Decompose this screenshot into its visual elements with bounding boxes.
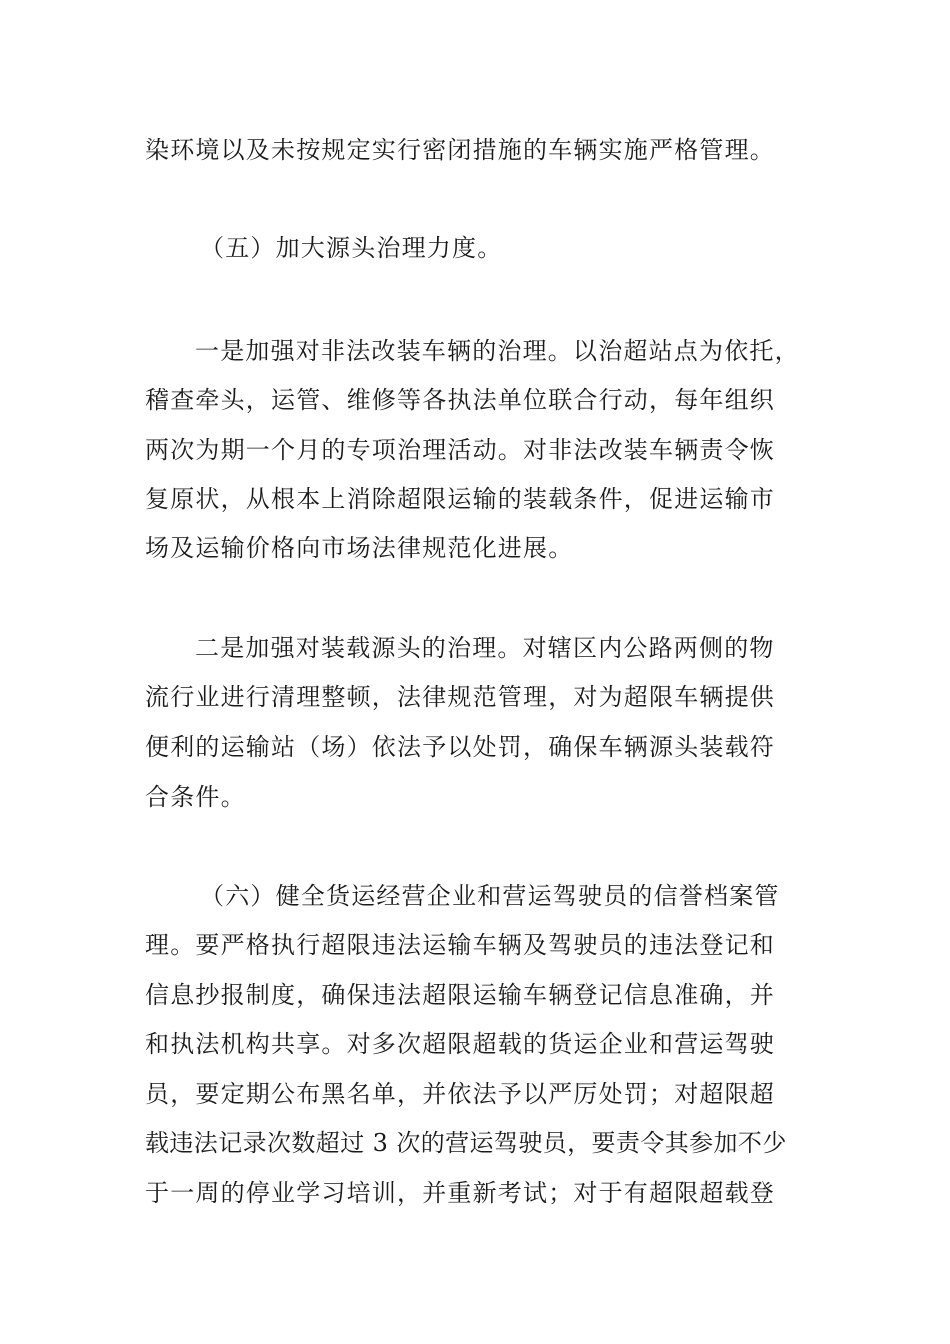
section-heading-5: （五）加大源头治理力度。 — [200, 234, 503, 262]
text-line-15: 和执法机构共享。对多次超限超载的货运企业和营运驾驶 — [145, 1030, 775, 1058]
text-line-14: 信息抄报制度，确保违法超限运输车辆登记信息准确，并 — [145, 981, 775, 1009]
text-line-11: 合条件。 — [145, 783, 246, 811]
text-line-18: 于一周的停业学习培训，并重新考试；对于有超限超载登 — [145, 1179, 775, 1207]
text-line-3: 一是加强对非法改装车辆的治理。以治超站点为依托， — [195, 337, 800, 365]
text-line-10: 便利的运输站（场）依法予以处罚，确保车辆源头装载符 — [145, 733, 775, 761]
text-line-5: 两次为期一个月的专项治理活动。对非法改装车辆责令恢 — [145, 436, 775, 464]
text-line-6: 复原状，从根本上消除超限运输的装载条件，促进运输市 — [145, 485, 775, 513]
text-line-9: 流行业进行清理整顿，法律规范管理，对为超限车辆提供 — [145, 683, 775, 711]
text-line-4: 稽查牵头，运管、维修等各执法单位联合行动，每年组织 — [145, 386, 775, 414]
text-line-13: 理。要严格执行超限违法运输车辆及驾驶员的违法登记和 — [145, 931, 775, 959]
section-heading-6: （六）健全货运经营企业和营运驾驶员的信誉档案管 — [200, 882, 780, 910]
text-line-1: 染环境以及未按规定实行密闭措施的车辆实施严格管理。 — [145, 136, 775, 164]
text-line-7: 场及运输价格向市场法律规范化进展。 — [145, 534, 574, 562]
text-line-16: 员，要定期公布黑名单，并依法予以严厉处罚；对超限超 — [145, 1080, 775, 1108]
text-line-8: 二是加强对装载源头的治理。对辖区内公路两侧的物 — [195, 634, 775, 662]
text-line-17: 载违法记录次数超过 3 次的营运驾驶员，要责令其参加不少 — [145, 1129, 787, 1157]
